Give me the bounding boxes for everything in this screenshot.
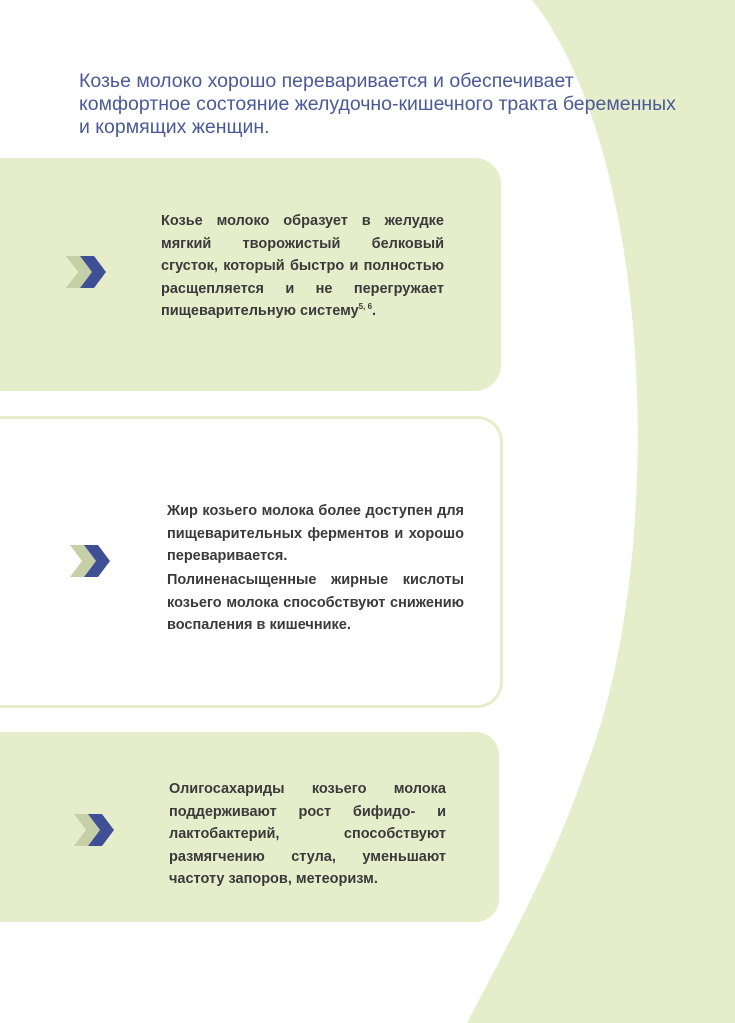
card-text-fatty-acids: Полиненасыщенные жирные кислоты козьего молока способствуют снижению воспаления в кишечнике. [167,572,464,633]
chevron-right-icon [66,256,106,288]
card-text-oligosaccharides: Олигосахариды козьего молока поддерживают рост бифидо- и лактобактерий, способствуют размягчению стула, уменьшают частоту запоров, метеоризм. [169,781,446,887]
footnote-ref: 5, 6 [358,302,373,312]
card-text-fat: Жир козьего молока более доступен для пищеварительных ферментов и хорошо переваривается. [167,503,464,564]
chevron-right-icon [70,545,110,577]
card-text-protein: Козье молоко образует в желудке мягкий творожистый белковый сгусток, который быстро и полностью расщепляется и не перегружает пищеварительную систему$^{5, 6}$. [161,213,444,319]
page-headline: Козье молоко хорошо переваривается и обеспечивает комфортное состояние желудочно-кишечного тракта беременных и кормящих женщин. [79,70,676,138]
chevron-right-icon [74,814,114,846]
